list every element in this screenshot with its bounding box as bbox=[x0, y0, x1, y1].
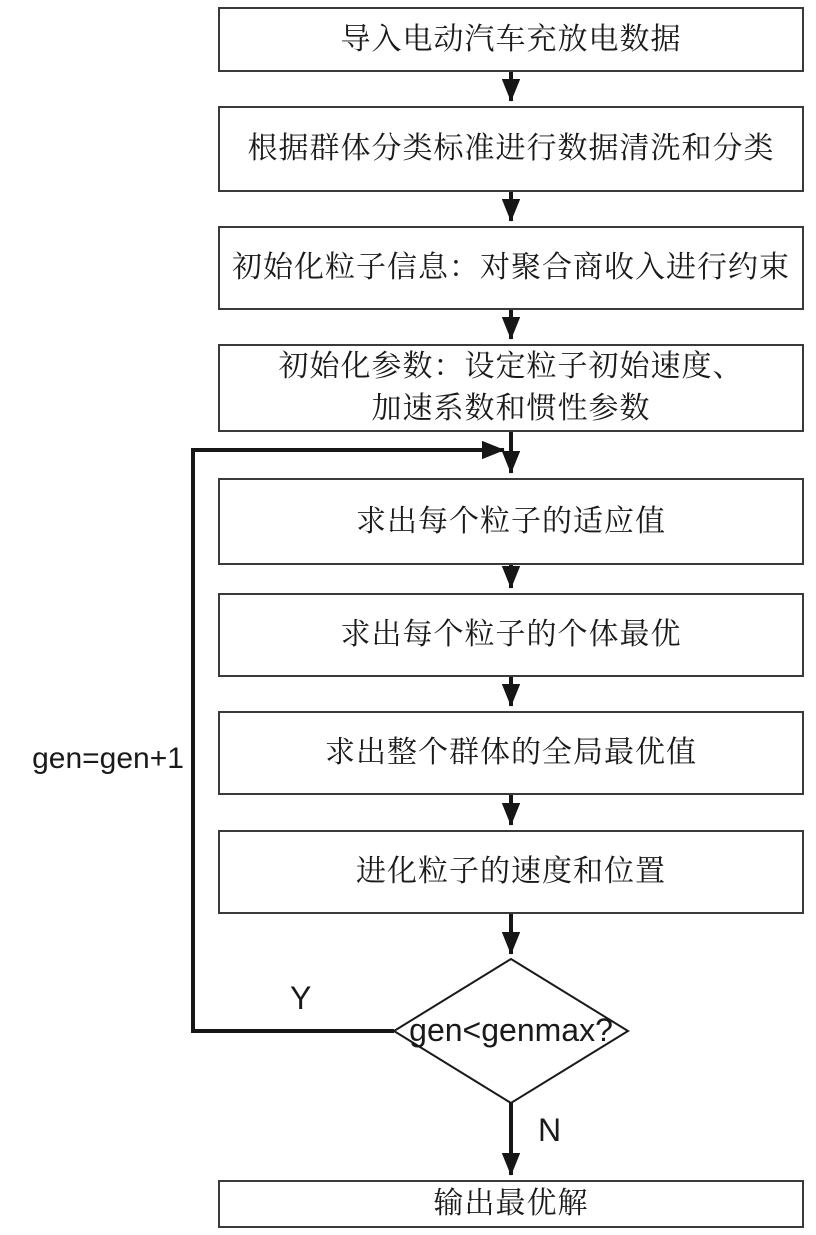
step-import-data bbox=[218, 7, 804, 72]
step-fitness bbox=[218, 478, 804, 565]
step-label: 根据群体分类标准进行数据清洗和分类 bbox=[247, 132, 775, 165]
step-output-solution bbox=[218, 1180, 804, 1228]
step-label: 初始化粒子信息：对聚合商收入进行约束 bbox=[232, 251, 790, 284]
loop-increment-label: gen=gen+1 bbox=[32, 742, 184, 775]
step-label: 求出每个粒子的适应值 bbox=[356, 504, 666, 538]
step-label: 求出整个群体的全局最优值 bbox=[325, 736, 697, 769]
step-label: 进化粒子的速度和位置 bbox=[356, 855, 666, 888]
decision-yes-label: Y bbox=[290, 980, 312, 1016]
step-global-best bbox=[218, 711, 804, 795]
step-init-particle-info bbox=[218, 226, 804, 310]
step-personal-best bbox=[218, 593, 804, 677]
step-label-line2: 加速系数和惯性参数 bbox=[371, 392, 651, 425]
decision-condition-label: gen<genmax? bbox=[409, 1012, 613, 1048]
step-update-velocity-position bbox=[218, 830, 804, 914]
step-label-line1: 初始化参数：设定粒子初始速度、 bbox=[278, 350, 744, 383]
step-clean-classify bbox=[218, 106, 804, 192]
step-init-params bbox=[218, 344, 804, 432]
step-label: 输出最优解 bbox=[433, 1187, 589, 1220]
decision-no-label: N bbox=[538, 1112, 562, 1148]
step-label: 导入电动汽车充放电数据 bbox=[340, 22, 682, 56]
step-label: 求出每个粒子的个体最优 bbox=[340, 618, 682, 651]
